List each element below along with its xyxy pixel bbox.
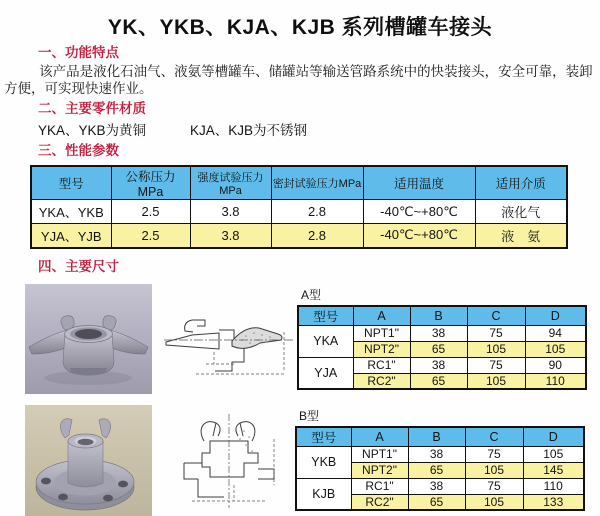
table-cell: 65 bbox=[408, 462, 465, 478]
table-cell: -40℃~+80℃ bbox=[363, 200, 475, 224]
table-cell: 133 bbox=[523, 494, 584, 510]
column-header-c: C bbox=[467, 306, 525, 326]
page-title: YK、YKB、KJA、KJB 系列槽罐车接头 bbox=[107, 16, 493, 39]
column-header-model: 型号 bbox=[296, 427, 351, 447]
table-row bbox=[298, 357, 586, 373]
table-cell: 105 bbox=[467, 341, 525, 357]
type-a-table bbox=[297, 305, 587, 391]
table-cell: 液化气 bbox=[475, 200, 567, 224]
model-cell: YKB bbox=[296, 446, 351, 478]
table-cell: YKA、YKB bbox=[31, 200, 111, 224]
table-cell: 110 bbox=[523, 478, 584, 494]
dim-header-row bbox=[296, 427, 584, 447]
table-row bbox=[296, 478, 584, 494]
type-a-row bbox=[25, 284, 600, 394]
table-row bbox=[298, 325, 586, 341]
table-cell: 3.8 bbox=[190, 224, 271, 248]
coupling-section-drawing-a bbox=[162, 300, 297, 384]
column-header-d: D bbox=[525, 306, 586, 326]
table-cell: NPT1" bbox=[353, 325, 410, 341]
left-claw-inner bbox=[216, 423, 220, 436]
column-header-a: A bbox=[351, 427, 408, 447]
section2-heading: 二、主要零件材质 bbox=[38, 101, 146, 116]
table-cell: 90 bbox=[525, 357, 586, 373]
type-b-table bbox=[295, 426, 585, 512]
coupling-section-drawing-b bbox=[174, 411, 284, 511]
table-cell: 65 bbox=[410, 373, 467, 389]
performance-header-row bbox=[31, 166, 567, 200]
column-header-a: A bbox=[353, 306, 410, 326]
column-header-medium: 适用介质 bbox=[475, 166, 567, 200]
dimensions-area bbox=[0, 284, 600, 516]
table-cell: 145 bbox=[523, 462, 584, 478]
table-cell: 65 bbox=[408, 494, 465, 510]
table-cell: 38 bbox=[408, 446, 465, 462]
column-header-seal-test: 密封试验压力MPa bbox=[271, 166, 363, 200]
table-row bbox=[296, 446, 584, 462]
table-cell: -40℃~+80℃ bbox=[363, 224, 475, 248]
right-claw bbox=[240, 421, 255, 440]
coupling-neck bbox=[68, 434, 103, 487]
performance-table bbox=[30, 165, 568, 249]
wing-coupling-photo bbox=[25, 284, 152, 394]
table-cell: 38 bbox=[410, 325, 467, 341]
type-a-block bbox=[297, 284, 585, 391]
type-a-label: A型 bbox=[301, 287, 322, 302]
table-cell: NPT2" bbox=[351, 462, 408, 478]
column-header-b: B bbox=[410, 306, 467, 326]
section1-heading: 一、功能特点 bbox=[38, 45, 119, 60]
coupling-body bbox=[63, 325, 114, 375]
section4-heading: 四、主要尺寸 bbox=[38, 258, 119, 274]
table-cell: 2.5 bbox=[111, 224, 190, 248]
column-header-temperature: 适用温度 bbox=[363, 166, 475, 200]
material-stainless: KJA、KJB为不锈钢 bbox=[190, 123, 308, 138]
table-cell: 2.8 bbox=[271, 224, 363, 248]
table-cell: 65 bbox=[410, 341, 467, 357]
flange-coupling-photo bbox=[25, 405, 152, 516]
material-brass: YKA、YKB为黄铜 bbox=[38, 123, 147, 138]
model-cell: YKA bbox=[298, 325, 353, 357]
model-cell: YJA bbox=[298, 357, 353, 389]
type-b-label: B型 bbox=[299, 408, 320, 423]
column-header-strength-test: 强度试验压力MPa bbox=[190, 166, 271, 200]
left-arm bbox=[166, 333, 219, 349]
table-cell: 75 bbox=[465, 446, 523, 462]
table-cell: 75 bbox=[467, 325, 525, 341]
table-cell: 2.5 bbox=[111, 200, 190, 224]
table-cell: RC2" bbox=[351, 494, 408, 510]
table-cell: RC1" bbox=[353, 357, 410, 373]
table-cell: 液 氨 bbox=[475, 224, 567, 248]
table-cell: YJA、YJB bbox=[31, 224, 111, 248]
body-outline bbox=[202, 441, 258, 477]
flange-outline bbox=[184, 463, 224, 497]
table-cell: 3.8 bbox=[190, 200, 271, 224]
table-cell: 38 bbox=[410, 357, 467, 373]
table-cell: 105 bbox=[465, 462, 523, 478]
section1-body: 该产品是液化石油气、液氨等槽罐车、储罐站等输送管路系统中的快装接头，安全可靠，装卸方便，可实现快速作业。 bbox=[4, 64, 593, 96]
table-cell: 75 bbox=[467, 357, 525, 373]
materials-line bbox=[38, 119, 600, 139]
column-header-d: D bbox=[523, 427, 584, 447]
section3-heading: 三、性能参数 bbox=[38, 143, 119, 158]
type-b-row bbox=[25, 405, 600, 516]
table-cell: 105 bbox=[467, 373, 525, 389]
table-cell: 105 bbox=[525, 341, 586, 357]
column-header-nominal-pressure: 公称压力 MPa bbox=[111, 166, 190, 200]
right-claw-inner bbox=[236, 423, 240, 436]
column-header-model: 型号 bbox=[298, 306, 353, 326]
stub-outline bbox=[258, 469, 274, 479]
dim-header-row bbox=[298, 306, 586, 326]
model-cell: KJB bbox=[296, 478, 351, 510]
left-claw bbox=[201, 421, 216, 440]
dimension-lines bbox=[192, 414, 274, 508]
table-cell: 38 bbox=[408, 478, 465, 494]
column-header-b: B bbox=[408, 427, 465, 447]
table-row bbox=[31, 224, 567, 248]
table-cell: NPT2" bbox=[353, 341, 410, 357]
table-cell: 94 bbox=[525, 325, 586, 341]
table-cell: 110 bbox=[525, 373, 586, 389]
type-b-block bbox=[295, 405, 583, 512]
table-row bbox=[31, 200, 567, 224]
table-cell: NPT1" bbox=[351, 446, 408, 462]
column-header-model: 型号 bbox=[31, 166, 111, 200]
claw-outline bbox=[185, 320, 205, 332]
table-cell: 105 bbox=[523, 446, 584, 462]
stippled-wing bbox=[232, 327, 282, 348]
table-cell: 75 bbox=[465, 478, 523, 494]
table-cell: 2.8 bbox=[271, 200, 363, 224]
table-cell: RC2" bbox=[353, 373, 410, 389]
column-header-c: C bbox=[465, 427, 523, 447]
table-cell: 105 bbox=[465, 494, 523, 510]
table-cell: RC1" bbox=[351, 478, 408, 494]
